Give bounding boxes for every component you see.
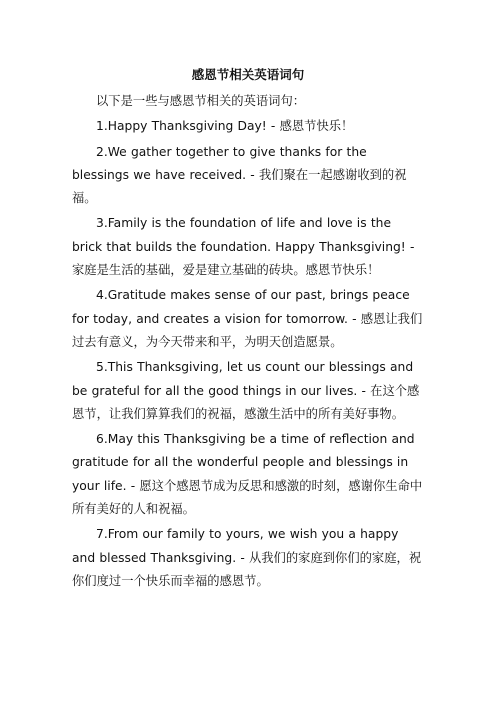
list-item: 7.From our family to yours, we wish you a happy and blessed Thanksgiving. - 从我们的家庭到你们的家庭，祝你们度过一个快乐而幸福的感恩节。 <box>72 527 422 588</box>
document-body <box>72 90 424 595</box>
list-item: 6.May this Thanksgiving be a time of reflection and gratitude for all the wonderful people and blessings in your life. - 愿这个感恩节成为反思和感激的时刻，感谢你生命中所有美好的人和祝福。 <box>72 432 423 517</box>
list-item: 3.Family is the foundation of life and love is the brick that builds the foundation. Happy Thanksgiving! - 家庭是生活的基础，爱是建立基础的砖块。感恩节快乐！ <box>72 216 415 278</box>
document-title: 感恩节相关英语词句 <box>191 67 305 82</box>
list-item: 4.Gratitude makes sense of our past, brings peace for today, and creates a vision for tomorrow. - 感恩让我们过去有意义，为今天带来和平，为明天创造愿景。 <box>72 288 423 349</box>
list-item: 1.Happy Thanksgiving Day! - 感恩节快乐！ <box>96 119 354 134</box>
list-item: 2.We gather together to give thanks for the blessings we have received. - 我们聚在一起感谢收到的祝福。 <box>72 144 407 206</box>
intro-paragraph: 以下是一些与感恩节相关的英语词句： <box>96 94 306 108</box>
list-item: 5.This Thanksgiving, let us count our blessings and be grateful for all the good things in our lives. - 在这个感恩节，让我们算算我们的祝福，感激生活中的所有美好事物。 <box>72 360 420 421</box>
